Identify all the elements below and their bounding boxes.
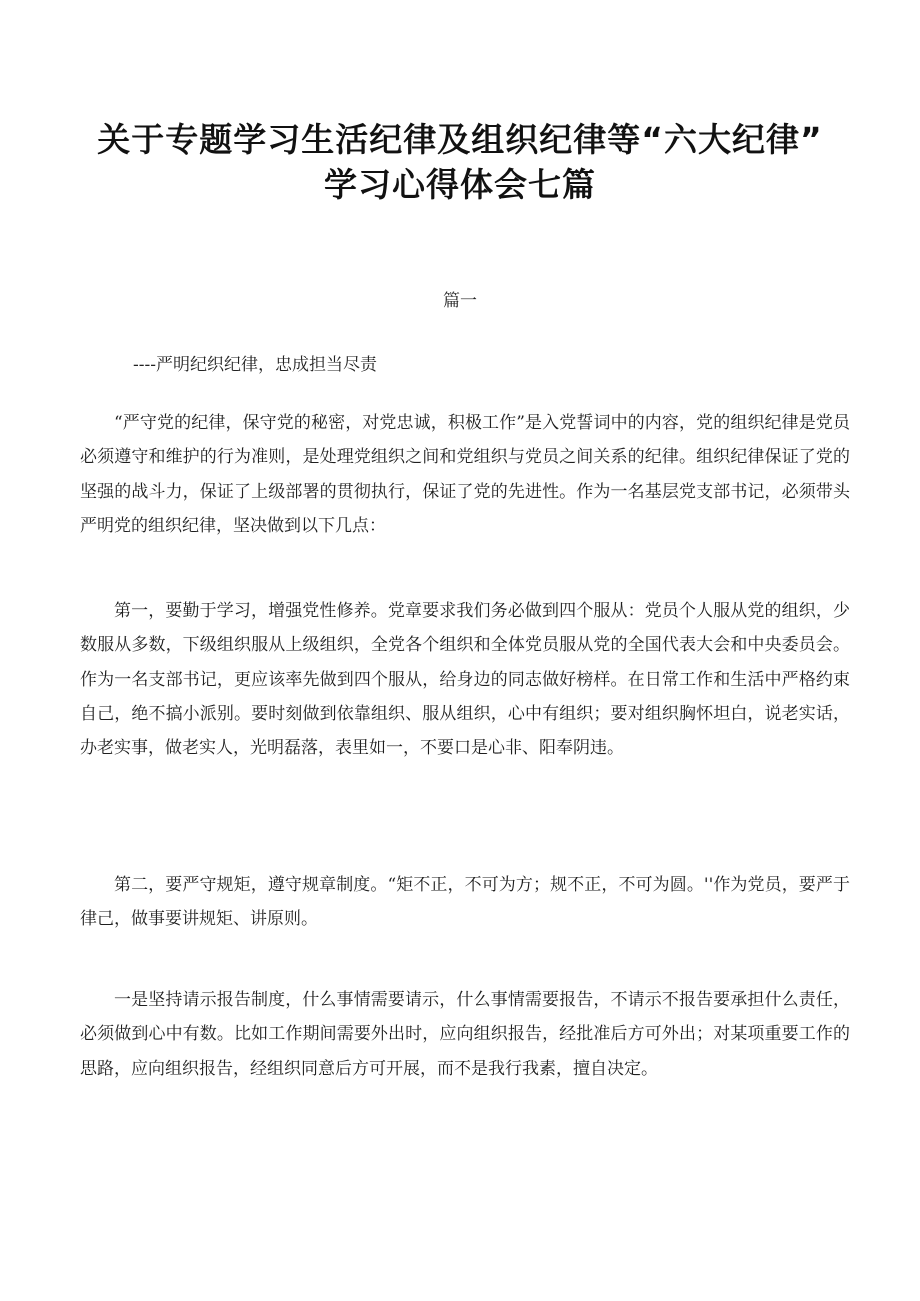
document-title-line-2: 学习心得体会七篇 [324,165,596,204]
section-subtitle: ----严明纪织纪律，忠成担当尽责 [133,355,377,375]
section-heading: 篇一 [443,291,477,311]
paragraph: 一是坚持请示报告制度，什么事情需要请示，什么事情需要报告，不请示不报告要承担什么责任，必须做到心中有数。比如工作期间需要外出时，应向组织报告，经批准后方可外出；对某项重要工作的思路，应向组织报告，经组织同意后方可开展，而不是我行我素，擅自决定。 [80,990,850,1079]
document-title-line-1: 关于专题学习生活纪律及组织纪律等“六大纪律” [97,120,823,159]
paragraph: “严守党的纪律，保守党的秘密，对党忠诚，积极工作”是入党誓词中的内容，党的组织纪律是党员必须遵守和维护的行为准则，是处理党组织之间和党组织与党员之间关系的纪律。组织纪律保证了党的坚强的战斗力，保证了上级部署的贯彻执行，保证了党的先进性。作为一名基层党支部书记，必须带头严明党的组织纪律，坚决做到以下几点： [80,413,850,536]
paragraph: 第二，要严守规矩，遵守规章制度。“矩不正，不可为方；规不正，不可为圆。''作为党员，要严于律己，做事要讲规矩、讲原则。 [80,875,850,930]
paragraph: 第一，要勤于学习，增强党性修养。党章要求我们务必做到四个服从：党员个人服从党的组织，少数服从多数，下级组织服从上级组织，全党各个组织和全体党员服从党的全国代表大会和中央委员会。作为一名支部书记，更应该率先做到四个服从，给身边的同志做好榜样。在日常工作和生活中严格约束自己，绝不搞小派别。要时刻做到依靠组织、服从组织，心中有组织；要对组织胸怀坦白，说老实话，办老实事，做老实人，光明磊落，表里如一，不要口是心非、阳奉阴违。 [80,601,850,759]
